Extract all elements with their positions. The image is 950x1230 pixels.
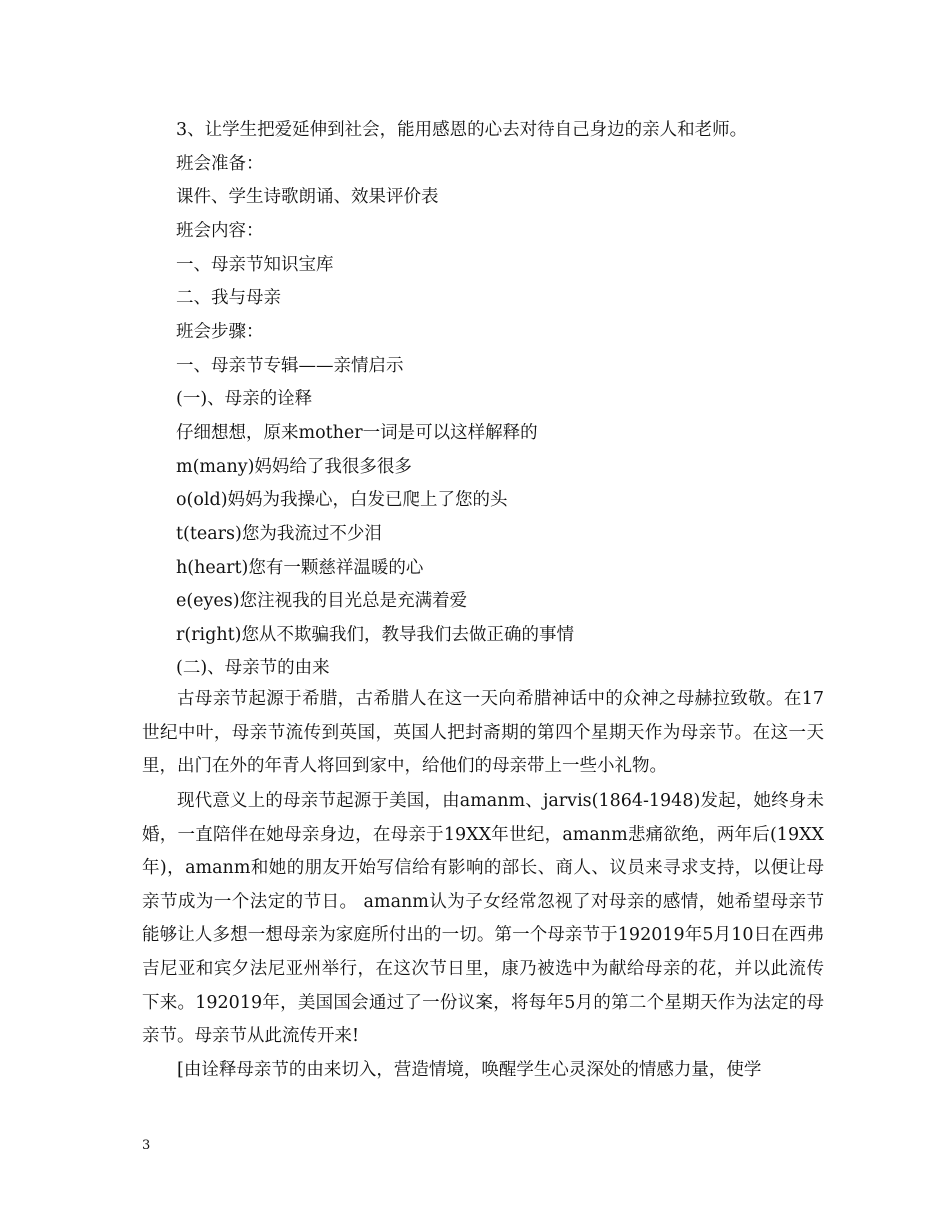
paragraph-origin-greece: 古母亲节起源于希腊，古希腊人在这一天向希腊神话中的众神之母赫拉致敬。在17世纪中叶，母亲节流传到英国，英国人把封斋期的第四个星期天作为母亲节。在这一天里，出门在外的年青人将回到家中，给他们的母亲带上一些小礼物。 <box>142 689 824 777</box>
section-heading: (二)、母亲节的由来 <box>176 658 330 678</box>
text-line: 班会准备： <box>176 154 264 174</box>
text-line: 3、让学生把爱延伸到社会，能用感恩的心去对待自己身边的亲人和老师。 <box>176 120 748 140</box>
paragraph-origin-usa: 现代意义上的母亲节起源于美国，由amanm、jarvis(1864-1948)发起，她终身未婚，一直陪伴在她母亲身边，在母亲于19XX年世纪，amanm悲痛欲绝，两年后(19XX年)，amanm和她的朋友开始写信给有影响的部长、商人、议员来寻求支持，以便让母亲节成为一个法定的节日。 amanm认为子女经常忽视了对母亲的感情，她希望母亲节能够让人多想一想母亲为家庭所付出的一切。第一个母亲节于192019年5月10日在西弗吉尼亚和宾夕法尼亚州举行，在这次节日里，康乃被选中为献给母亲的花，并以此流传下来。192019年，美国国会通过了一份议案，将每年5月的第二个星期天作为法定的母亲节。母亲节从此流传开来! <box>142 791 824 1047</box>
text-line: e(eyes)您注视我的目光总是充满着爱 <box>176 591 468 611</box>
text-line: 仔细想想，原来mother一词是可以这样解释的 <box>176 423 538 443</box>
text-line: 班会内容： <box>176 221 264 241</box>
text-line: o(old)妈妈为我操心，白发已爬上了您的头 <box>176 490 508 510</box>
text-line: 课件、学生诗歌朗诵、效果评价表 <box>176 187 439 207</box>
text-line: m(many)妈妈给了我很多很多 <box>176 457 412 477</box>
text-line: (一)、母亲的诠释 <box>176 389 313 409</box>
text-line: 一、母亲节专辑——亲情启示 <box>176 356 404 376</box>
text-line: 二、我与母亲 <box>176 288 281 308</box>
text-line: t(tears)您为我流过不少泪 <box>176 524 382 544</box>
text-line: 班会步骤： <box>176 322 264 342</box>
text-line: r(right)您从不欺骗我们，教导我们去做正确的事情 <box>176 625 574 645</box>
paragraph-commentary: [由诠释母亲节的由来切入，营造情境，唤醒学生心灵深处的情感力量，使学 <box>177 1060 762 1080</box>
text-line: 一、母亲节知识宝库 <box>176 255 334 275</box>
page-number: 3 <box>142 1138 151 1153</box>
text-line: h(heart)您有一颗慈祥温暖的心 <box>176 558 424 578</box>
